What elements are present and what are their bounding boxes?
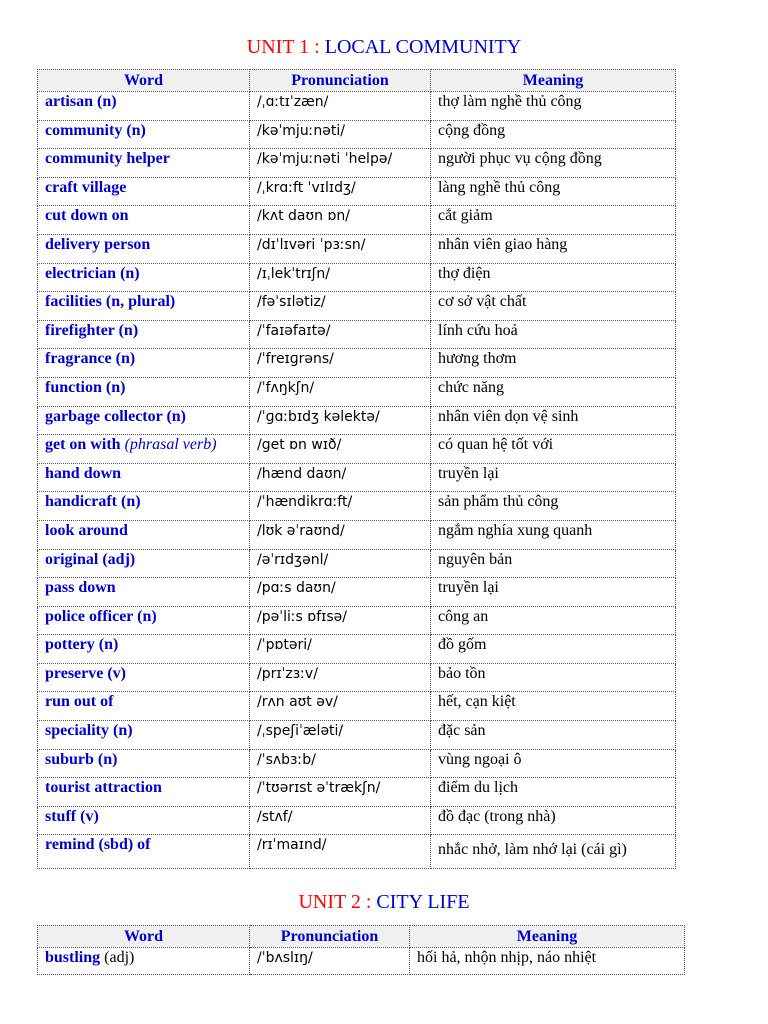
table-row (38, 948, 685, 975)
pronunciation-cell: /əˈrɪdʒənl/ (250, 549, 431, 578)
part-of-speech: (adj) (104, 949, 135, 966)
meaning-cell: làng nghề thủ công (431, 177, 676, 206)
table-row (38, 92, 676, 121)
word-text: community helper (45, 150, 170, 168)
word-text: community (n) (45, 121, 146, 139)
meaning-cell: người phục vụ cộng đồng (431, 149, 676, 178)
meaning-cell: cộng đồng (431, 120, 676, 149)
table-row (38, 520, 676, 549)
table-row (38, 606, 676, 635)
word-cell (38, 263, 250, 292)
table-row (38, 663, 676, 692)
meaning-cell: đồ gốm (431, 635, 676, 664)
pronunciation-cell: /get ɒn wɪð/ (250, 435, 431, 464)
table-row (38, 234, 676, 263)
meaning-cell: đặc sản (431, 721, 676, 750)
word-text: bustling (45, 949, 101, 966)
meaning-cell: hương thơm (431, 349, 676, 378)
word-text: facilities (n, plural) (45, 293, 176, 311)
word-cell (38, 149, 250, 178)
meaning-cell: công an (431, 606, 676, 635)
word-text: fragrance (n) (45, 350, 136, 368)
table-row (38, 406, 676, 435)
unit-1-title (0, 35, 768, 59)
word-cell (38, 492, 250, 521)
table-row (38, 721, 676, 750)
word-text: electrician (n) (45, 264, 140, 282)
meaning-cell: truyền lại (431, 463, 676, 492)
word-cell (38, 692, 250, 721)
word-cell (38, 948, 250, 975)
table-row (38, 206, 676, 235)
pronunciation-cell: /ˌspeʃiˈæləti/ (250, 721, 431, 750)
word-cell (38, 377, 250, 406)
word-text: speciality (n) (45, 722, 133, 740)
word-text: pottery (n) (45, 636, 119, 654)
word-text: craft village (45, 178, 127, 196)
meaning-cell: đồ đạc (trong nhà) (431, 806, 676, 835)
word-text: artisan (n) (45, 93, 117, 110)
word-cell (38, 349, 250, 378)
unit-1-label: UNIT 1 : (246, 36, 320, 58)
part-of-speech: (phrasal verb) (124, 436, 217, 454)
table-row (38, 263, 676, 292)
word-text: suburb (n) (45, 750, 118, 768)
table-row (38, 377, 676, 406)
meaning-cell: sản phẩm thủ công (431, 492, 676, 521)
pronunciation-cell: /ˈfʌŋkʃn/ (250, 377, 431, 406)
table-row (38, 835, 676, 869)
word-text: handicraft (n) (45, 493, 141, 511)
table-row (38, 320, 676, 349)
pronunciation-cell: /ɪˌlekˈtrɪʃn/ (250, 263, 431, 292)
pronunciation-cell: /ˌɑːtɪˈzæn/ (250, 92, 431, 121)
word-cell (38, 520, 250, 549)
pronunciation-cell: /ˈhændikrɑːft/ (250, 492, 431, 521)
word-text: run out of (45, 693, 114, 711)
meaning-cell: cơ sở vật chất (431, 292, 676, 321)
word-cell (38, 234, 250, 263)
header-meaning: Meaning (410, 926, 685, 948)
table-row (38, 463, 676, 492)
meaning-cell: điểm du lịch (431, 778, 676, 807)
word-cell (38, 463, 250, 492)
word-cell (38, 606, 250, 635)
meaning-cell: lính cứu hoả (431, 320, 676, 349)
unit-1-vocab-table (37, 69, 676, 869)
table-row (38, 549, 676, 578)
pronunciation-cell: /prɪˈzɜːv/ (250, 663, 431, 692)
pronunciation-cell: /lʊk əˈraʊnd/ (250, 520, 431, 549)
word-text: preserve (v) (45, 664, 126, 682)
word-cell (38, 663, 250, 692)
word-text: police officer (n) (45, 607, 157, 625)
pronunciation-cell: /kəˈmjuːnəti ˈhelpə/ (250, 149, 431, 178)
meaning-cell: hết, cạn kiệt (431, 692, 676, 721)
meaning-cell: nhắc nhở, làm nhớ lại (cái gì) (431, 835, 676, 869)
pronunciation-cell: /ˈpɒtəri/ (250, 635, 431, 664)
header-word: Word (38, 70, 250, 92)
unit-2-title (0, 890, 768, 914)
pronunciation-cell: /ˈsʌbɜːb/ (250, 749, 431, 778)
word-cell (38, 92, 250, 121)
header-pronunciation: Pronunciation (250, 70, 431, 92)
meaning-cell: thợ điện (431, 263, 676, 292)
word-text: delivery person (45, 235, 151, 253)
meaning-cell: nhân viên giao hàng (431, 234, 676, 263)
pronunciation-cell: /dɪˈlɪvəri ˈpɜːsn/ (250, 234, 431, 263)
word-text: function (n) (45, 378, 126, 396)
table-row (38, 292, 676, 321)
word-cell (38, 721, 250, 750)
table-row (38, 149, 676, 178)
word-text: hand down (45, 464, 122, 482)
pronunciation-cell: /pɑːs daʊn/ (250, 578, 431, 607)
table-row (38, 692, 676, 721)
table-row (38, 578, 676, 607)
table-row (38, 177, 676, 206)
word-cell (38, 806, 250, 835)
pronunciation-cell: /ˌkrɑːft ˈvɪlɪdʒ/ (250, 177, 431, 206)
word-text: pass down (45, 579, 116, 597)
table-row (38, 635, 676, 664)
meaning-cell: bảo tồn (431, 663, 676, 692)
unit-2-label: UNIT 2 : (298, 891, 372, 913)
unit-2-name: CITY LIFE (376, 891, 470, 913)
word-text: firefighter (n) (45, 321, 139, 339)
word-cell (38, 206, 250, 235)
table-row (38, 492, 676, 521)
pronunciation-cell: /stʌf/ (250, 806, 431, 835)
pronunciation-cell: /ˈɡɑːbɪdʒ kəlektə/ (250, 406, 431, 435)
word-cell (38, 177, 250, 206)
table-row (38, 435, 676, 464)
word-text: look around (45, 521, 128, 539)
table-row (38, 120, 676, 149)
table-row (38, 778, 676, 807)
word-cell (38, 549, 250, 578)
pronunciation-cell: /ˈbʌslɪŋ/ (250, 948, 410, 975)
pronunciation-cell: /ˈfreɪɡrəns/ (250, 349, 431, 378)
meaning-cell: ngắm nghía xung quanh (431, 520, 676, 549)
word-text: tourist attraction (45, 779, 162, 797)
pronunciation-cell: /kʌt daʊn ɒn/ (250, 206, 431, 235)
word-cell (38, 120, 250, 149)
word-text: original (adj) (45, 550, 136, 568)
pronunciation-cell: /hænd daʊn/ (250, 463, 431, 492)
word-cell (38, 435, 250, 464)
meaning-cell: truyền lại (431, 578, 676, 607)
word-text: cut down on (45, 207, 129, 225)
word-cell (38, 778, 250, 807)
meaning-cell: hối hả, nhộn nhịp, náo nhiệt (410, 948, 685, 975)
table-row (38, 749, 676, 778)
word-cell (38, 292, 250, 321)
meaning-cell: nguyên bản (431, 549, 676, 578)
meaning-cell: vùng ngoại ô (431, 749, 676, 778)
meaning-cell: nhân viên dọn vệ sinh (431, 406, 676, 435)
word-text: garbage collector (n) (45, 407, 186, 425)
pronunciation-cell: /rɪˈmaɪnd/ (250, 835, 431, 869)
word-cell (38, 320, 250, 349)
word-text: get on with (45, 436, 121, 454)
table-header-row (38, 926, 685, 948)
word-text: remind (sbd) of (45, 836, 151, 854)
header-pronunciation: Pronunciation (250, 926, 410, 948)
header-meaning: Meaning (431, 70, 676, 92)
pronunciation-cell: /ˈfaɪəfaɪtə/ (250, 320, 431, 349)
pronunciation-cell: /pəˈliːs ɒfɪsə/ (250, 606, 431, 635)
unit-1-name: LOCAL COMMUNITY (324, 36, 522, 58)
meaning-cell: thợ làm nghề thủ công (431, 92, 676, 121)
word-cell (38, 835, 250, 869)
pronunciation-cell: /rʌn aʊt əv/ (250, 692, 431, 721)
pronunciation-cell: /fəˈsɪlətiz/ (250, 292, 431, 321)
word-cell (38, 578, 250, 607)
meaning-cell: có quan hệ tốt với (431, 435, 676, 464)
word-text: stuff (v) (45, 807, 99, 825)
word-cell (38, 635, 250, 664)
word-cell (38, 749, 250, 778)
meaning-cell: cắt giảm (431, 206, 676, 235)
unit-2-vocab-table (37, 925, 685, 975)
meaning-cell: chức năng (431, 377, 676, 406)
table-row (38, 806, 676, 835)
pronunciation-cell: /kəˈmjuːnəti/ (250, 120, 431, 149)
pronunciation-cell: /ˈtʊərɪst əˈtrækʃn/ (250, 778, 431, 807)
table-header-row (38, 70, 676, 92)
header-word: Word (38, 926, 250, 948)
table-row (38, 349, 676, 378)
word-cell (38, 406, 250, 435)
